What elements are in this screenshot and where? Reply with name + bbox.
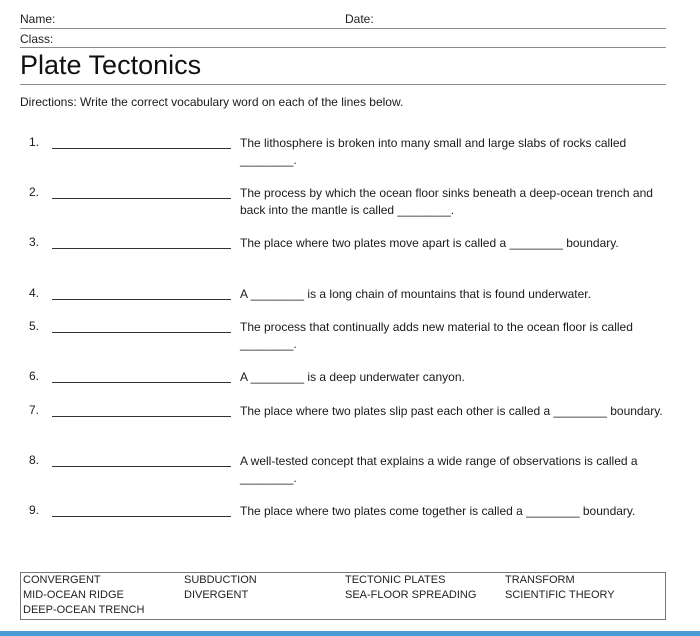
word-bank-item: SEA-FLOOR SPREADING [345, 589, 477, 601]
question-number: 4. [29, 286, 40, 300]
question-number: 9. [29, 503, 40, 517]
question-7 [0, 403, 700, 443]
question-text: A well-tested concept that explains a wide range of observations is called a ________. [240, 454, 638, 485]
word-bank-item: TECTONIC PLATES [345, 574, 446, 586]
title-underline [20, 84, 666, 85]
question-number: 5. [29, 319, 40, 333]
word-bank [20, 572, 666, 620]
answer-line[interactable] [52, 516, 231, 517]
question-number: 2. [29, 185, 40, 199]
question-text: The place where two plates move apart is called a ________ boundary. [240, 236, 619, 250]
answer-line[interactable] [52, 332, 231, 333]
answer-line[interactable] [52, 466, 231, 467]
class-label: Class: [20, 32, 54, 46]
answer-line[interactable] [52, 416, 231, 417]
word-bank-item: TRANSFORM [505, 574, 575, 586]
question-number: 6. [29, 369, 40, 383]
page-title: Plate Tectonics [20, 50, 202, 80]
question-9 [0, 503, 700, 543]
question-number: 1. [29, 135, 40, 149]
answer-line[interactable] [52, 248, 231, 249]
question-text: The process that continually adds new material to the ocean floor is called ________. [240, 320, 633, 351]
answer-line[interactable] [52, 148, 231, 149]
word-bank-item: MID-OCEAN RIDGE [23, 589, 124, 601]
question-text: The process by which the ocean floor sinks beneath a deep-ocean trench and back into the mantle is called ________. [240, 186, 653, 217]
bottom-accent-bar [0, 631, 700, 636]
question-number: 7. [29, 403, 40, 417]
answer-line[interactable] [52, 382, 231, 383]
word-bank-item: CONVERGENT [23, 574, 101, 586]
name-label: Name: [20, 12, 56, 26]
date-label: Date: [345, 12, 374, 26]
answer-line[interactable] [52, 198, 231, 199]
class-line [20, 47, 666, 48]
word-bank-item: DEEP-OCEAN TRENCH [23, 604, 145, 616]
word-bank-item: SUBDUCTION [184, 574, 257, 586]
question-text: A ________ is a deep underwater canyon. [240, 370, 465, 384]
question-1 [0, 135, 700, 175]
word-bank-item: DIVERGENT [184, 589, 249, 601]
question-number: 3. [29, 235, 40, 249]
answer-line[interactable] [52, 299, 231, 300]
question-8 [0, 453, 700, 493]
question-3 [0, 235, 700, 275]
question-5 [0, 319, 700, 359]
question-text: A ________ is a long chain of mountains that is found underwater. [240, 287, 591, 301]
question-2 [0, 185, 700, 225]
question-text: The place where two plates come together is called a ________ boundary. [240, 504, 636, 518]
question-text: The place where two plates slip past each other is called a ________ boundary. [240, 404, 663, 418]
name-date-line [20, 28, 666, 29]
question-text: The lithosphere is broken into many small and large slabs of rocks called ________. [240, 136, 627, 167]
word-bank-item: SCIENTIFIC THEORY [505, 589, 615, 601]
directions-text: Directions: Write the correct vocabulary word on each of the lines below. [20, 95, 404, 109]
question-number: 8. [29, 453, 40, 467]
